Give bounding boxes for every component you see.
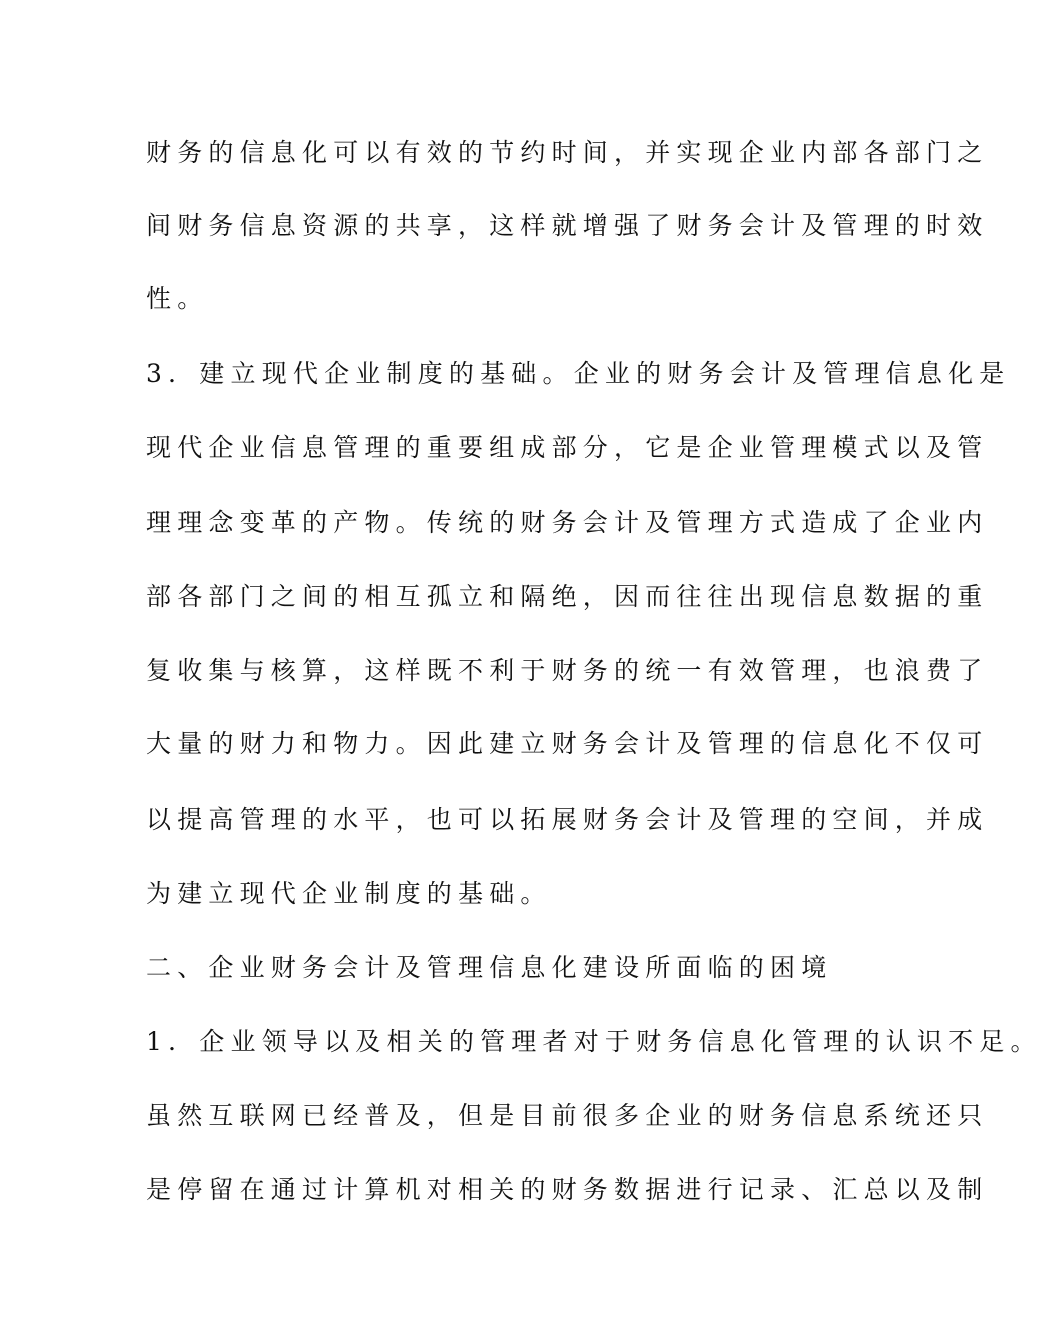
- text-line: 3．建立现代企业制度的基础。企业的财务会计及管理信息化是: [146, 359, 1011, 388]
- text-line: 以提高管理的水平，也可以拓展财务会计及管理的空间，并成: [146, 805, 989, 834]
- text-line: 是停留在通过计算机对相关的财务数据进行记录、汇总以及制: [146, 1175, 989, 1204]
- section-heading: 二、企业财务会计及管理信息化建设所面临的困境: [146, 953, 833, 982]
- text-line: 为建立现代企业制度的基础。: [146, 879, 552, 908]
- text-line: 大量的财力和物力。因此建立财务会计及管理的信息化不仅可: [146, 729, 989, 758]
- text-line: 间财务信息资源的共享，这样就增强了财务会计及管理的时效: [146, 211, 989, 240]
- text-line: 部各部门之间的相互孤立和隔绝，因而往往出现信息数据的重: [146, 582, 989, 611]
- text-line: 虽然互联网已经普及，但是目前很多企业的财务信息系统还只: [146, 1101, 989, 1130]
- text-line: 现代企业信息管理的重要组成部分，它是企业管理模式以及管: [146, 433, 989, 462]
- text-line: 1．企业领导以及相关的管理者对于财务信息化管理的认识不足。: [146, 1027, 1042, 1056]
- text-line: 性。: [146, 284, 209, 313]
- text-line: 财务的信息化可以有效的节约时间，并实现企业内部各部门之: [146, 138, 989, 167]
- text-line: 理理念变革的产物。传统的财务会计及管理方式造成了企业内: [146, 508, 989, 537]
- text-line: 复收集与核算，这样既不利于财务的统一有效管理，也浪费了: [146, 656, 989, 685]
